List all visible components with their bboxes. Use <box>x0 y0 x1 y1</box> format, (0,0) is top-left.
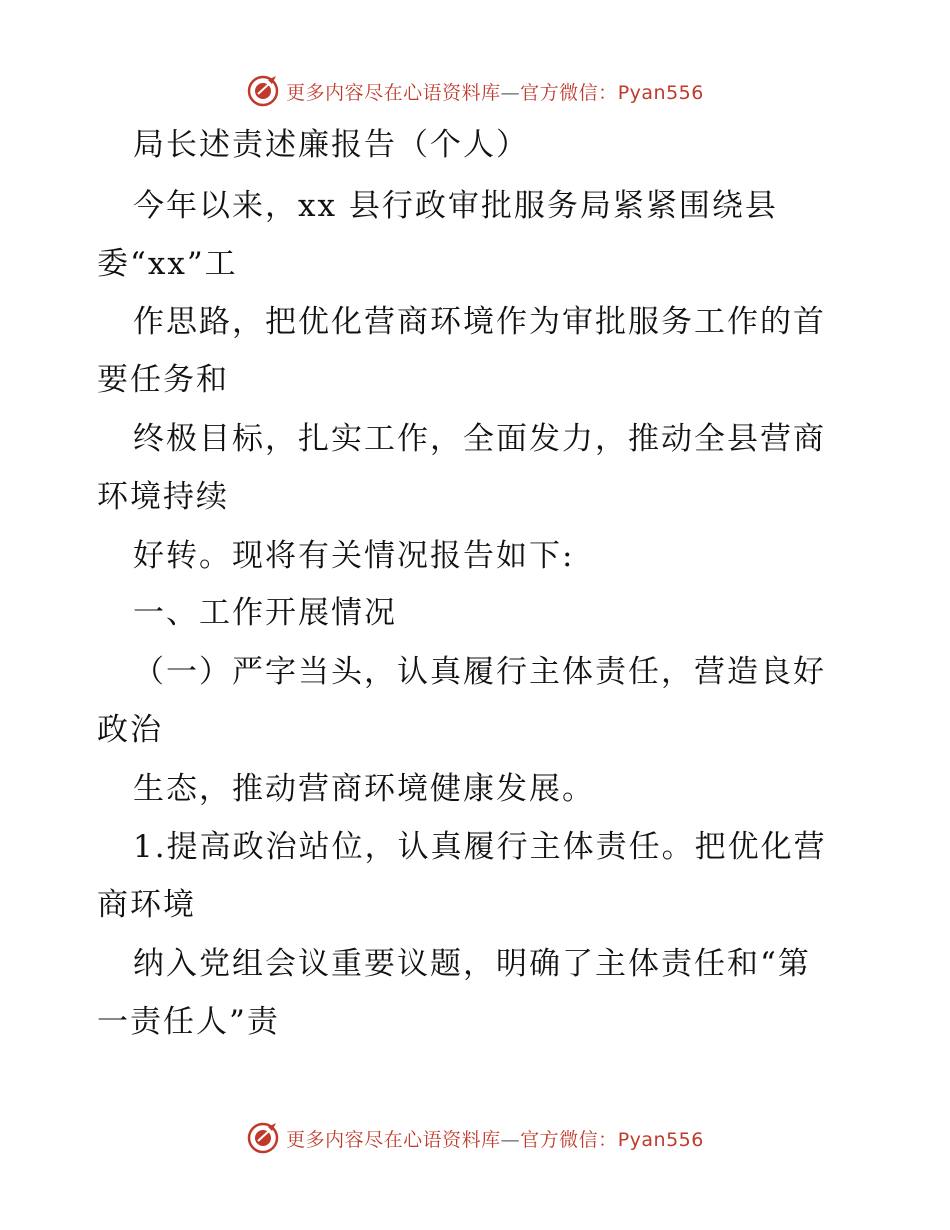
paragraph-line: 政治 <box>97 712 163 748</box>
paragraph-line: 好转。现将有关情况报告如下: <box>133 538 575 574</box>
paragraph-line: 要任务和 <box>97 362 229 398</box>
paragraph-line: 终极目标，扎实工作，全面发力，推动全县营商 <box>133 421 826 457</box>
paragraph-line: 作思路，把优化营商环境作为审批服务工作的首 <box>133 304 826 340</box>
banner-text: 更多内容尽在心语资料库—官方微信：Pyan556 <box>286 81 704 104</box>
brush-logo-icon <box>246 74 280 108</box>
paragraph-line: 纳入党组会议重要议题，明确了主体责任和“第 <box>133 946 811 982</box>
numbered-item: 1.提高政治站位，认真履行主体责任。把优化营 <box>133 829 827 865</box>
paragraph-line: 一责任人”责 <box>97 1004 280 1040</box>
brush-logo-icon <box>246 1121 280 1155</box>
subsection-heading: （一）严字当头，认真履行主体责任，营造良好 <box>133 654 826 690</box>
paragraph-line: 今年以来，xx 县行政审批服务局紧紧围绕县 <box>133 188 778 224</box>
paragraph-line: 生态，推动营商环境健康发展。 <box>133 771 595 807</box>
footer-watermark-banner <box>0 1118 950 1158</box>
paragraph-line: 商环境 <box>97 887 196 923</box>
header-watermark-banner <box>0 71 950 111</box>
paragraph-line: 委“xx”工 <box>97 246 238 282</box>
banner-text: 更多内容尽在心语资料库—官方微信：Pyan556 <box>286 1128 704 1151</box>
document-title: 局长述责述廉报告（个人） <box>133 127 529 163</box>
paragraph-line: 环境持续 <box>97 479 229 515</box>
section-heading: 一、工作开展情况 <box>133 595 397 631</box>
